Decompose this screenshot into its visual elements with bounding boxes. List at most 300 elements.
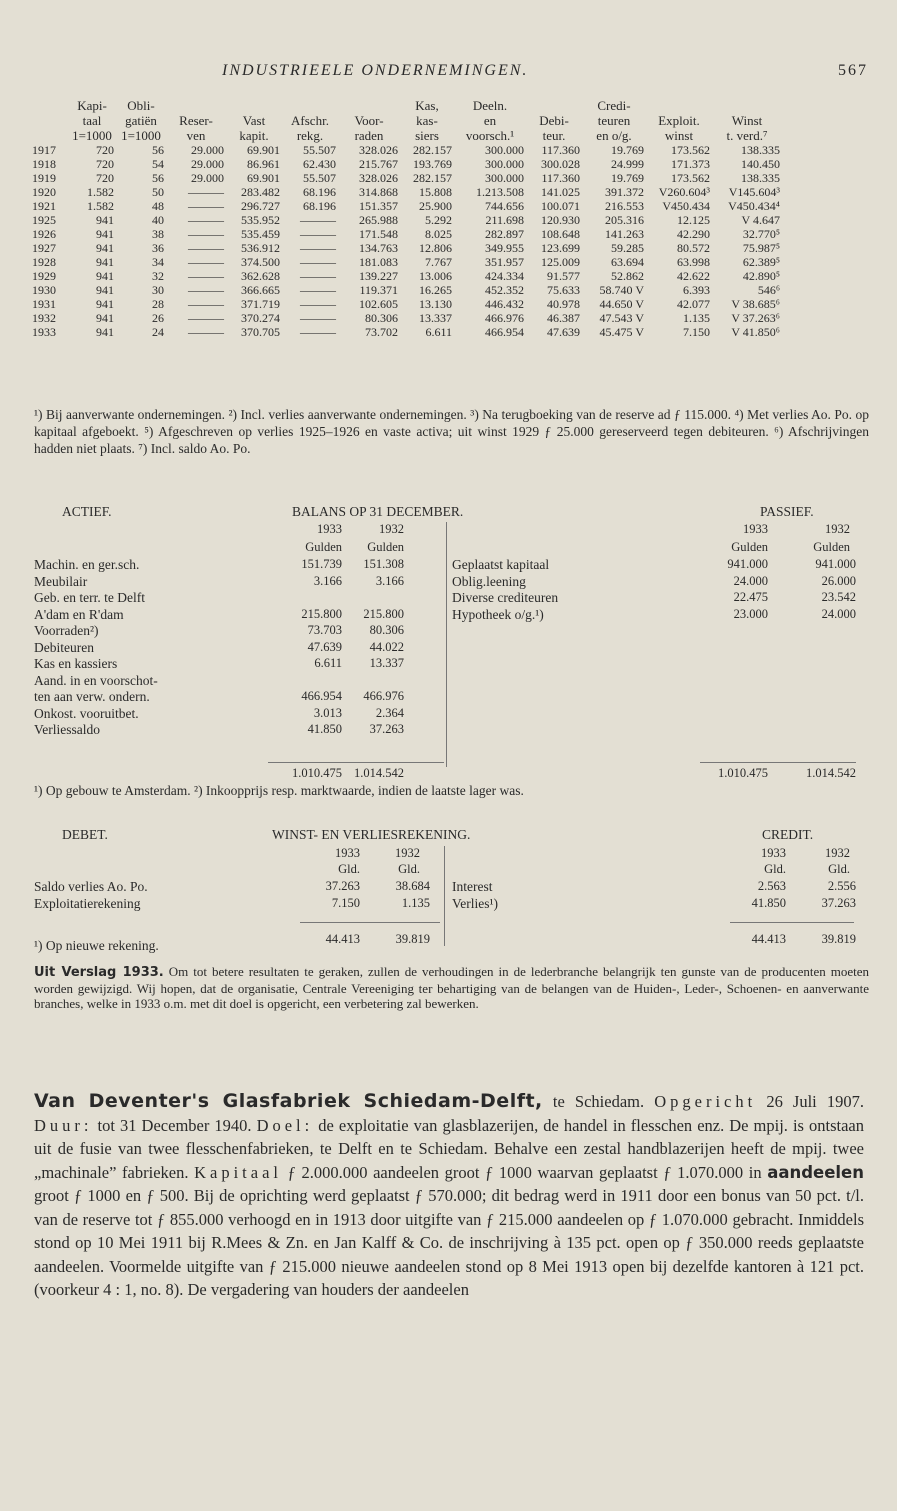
table-cell: 193.769 [413, 157, 452, 171]
bal-total-a1: 1.010.475 [292, 766, 342, 780]
company-text-rest: groot ƒ 1000 en ƒ 500. Bij de oprichting werd geplaatst ƒ 570.000; dit bedrag werd in 1911 door een bonus van 50 pct. t/l. van de reserve tot ƒ 855.000 verhoogd en in 1913 door uitgifte van ƒ 215.000 aandeelen op ƒ 1.070.000 gebracht. Inmiddels stond op 10 Mei 1911 bij R.Mees & Zn. en Jan Kalff & Co. de inschrijving à 135 pct. open op ƒ 350.000 reeds geplaatste aandeelen. Voormelde uitgifte van ƒ 215.000 nieuwe aandeelen stond op 8 Mei 1913 open bij dezelfde kantoren à 121 pct. (voorkeur 4 : 1, no. 8). De vergadering van houders der aandeelen [34, 1186, 864, 1299]
bal-total-p1: 1.010.475 [718, 766, 768, 780]
table-cell: 125.009 [541, 255, 580, 269]
table-cell: 62.389⁵ [742, 255, 780, 269]
table-cell: 328.026 [359, 171, 398, 185]
table-row [30, 171, 782, 185]
ledger-value: 37.263 [369, 722, 404, 736]
table-header-cell [712, 98, 782, 113]
table-cell: 535.952 [241, 213, 280, 227]
bal-year2-p: 1932 [825, 522, 850, 536]
ledger-label: Geb. en terr. te Delft [34, 590, 145, 605]
table-header-cell: teur. [542, 128, 566, 143]
table-cell: 48 [152, 199, 164, 213]
table-cell: ——— [188, 269, 224, 283]
ledger-value: 466.954 [301, 689, 342, 703]
table-header-cell [166, 98, 226, 113]
table-cell: 535.459 [241, 227, 280, 241]
table-cell: 1917 [32, 143, 56, 157]
table-cell: 205.316 [605, 213, 644, 227]
table-header-cell: siers [415, 128, 439, 143]
wv-year1-d: 1933 [335, 846, 360, 860]
ledger-value: 73.703 [307, 623, 342, 637]
table-header-cell: Vast [242, 113, 266, 128]
wv-total-c2: 39.819 [821, 932, 856, 946]
table-cell: 215.767 [359, 157, 398, 171]
ledger-value: 1.135 [401, 895, 430, 910]
table-cell: 138.335 [741, 143, 780, 157]
company-location: te Schiedam. [552, 1092, 645, 1111]
table-cell: 16.265 [419, 283, 452, 297]
table-cell: 73.702 [365, 325, 398, 339]
table-cell: ——— [300, 325, 336, 339]
table-cell: 941 [96, 241, 114, 255]
table-cell: 1929 [32, 269, 56, 283]
table-cell: 282.157 [413, 171, 452, 185]
wv-total-d2: 39.819 [395, 932, 430, 946]
doel-label: Doel: [256, 1115, 314, 1135]
table-row [30, 157, 782, 171]
table-header-cell: Reser- [179, 113, 213, 128]
table-cell: 36 [152, 241, 164, 255]
table-cell: 366.665 [241, 283, 280, 297]
ledger-value: 941.000 [727, 557, 768, 571]
ledger-value: 44.022 [369, 639, 404, 654]
table-cell: ——— [300, 213, 336, 227]
bal-year1-p: 1933 [743, 522, 768, 536]
table-row [30, 325, 782, 339]
wv-year2-d: 1932 [395, 846, 420, 860]
wv-total-c1: 44.413 [751, 932, 786, 946]
ledger-label: Hypotheek o/g.¹) [452, 606, 544, 622]
company-section [34, 1090, 864, 1302]
table-header-cell: Exploit. [658, 113, 700, 128]
table-footnotes: ¹) Bij aanverwante ondernemingen. ²) Incl. verlies aanverwante ondernemingen. ³) Na terugboeking van de reserve ad ƒ 115.000. ⁴) Met verlies Ao. Po. op kapitaal afgeboekt. ⁵) Afgeschreven op verlies 1925–1926 en vaste activa; uit winst 1929 ƒ 25.000 gereserveerd tegen debiteuren. ⁶) Afschrijvingen hadden niet plaats. ⁷) Incl. saldo Ao. Po. [34, 407, 869, 456]
table-row [30, 185, 782, 199]
ledger-label: Verliessaldo [34, 722, 100, 737]
table-header-cell: teuren [597, 113, 631, 128]
table-cell: 139.227 [359, 269, 398, 283]
bal-year2-a: 1932 [379, 522, 404, 536]
wv-unit1-d: Gld. [338, 862, 360, 876]
ledger-value: 24.000 [821, 606, 856, 621]
table-cell: 1921 [32, 199, 56, 213]
table-cell: 328.026 [359, 143, 398, 157]
table-cell: 47.639 [547, 325, 580, 339]
table-cell: 371.719 [241, 297, 280, 311]
ledger-label: Voorraden²) [34, 623, 99, 638]
table-cell: 24.999 [611, 157, 644, 171]
table-cell: 1.582 [87, 199, 114, 213]
table-cell: ——— [188, 297, 224, 311]
table-header-cell: 1=1000 [72, 128, 112, 143]
table-cell: 349.955 [485, 241, 524, 255]
table-cell: 1919 [32, 171, 56, 185]
verslag-text: Om tot betere resultaten te geraken, zullen de verhoudingen in de lederbranche belangrijk ten gunste van de producenten moeten worden gewijzigd. Wij hopen, dat de organisatie, Centrale Vereeniging ter behartiging van de belangen van de Huiden-, Leder-, Schoenen- en aanverwante branches, welke in 1933 o.m. met dit doel is opgericht, een verbetering zal bewerken. [34, 964, 870, 1011]
table-cell: 7.767 [425, 255, 452, 269]
table-row [30, 199, 782, 213]
table-row [30, 227, 782, 241]
table-header-cell: Obli- [127, 98, 155, 113]
table-cell: 117.360 [541, 171, 580, 185]
table-cell: 30 [152, 283, 164, 297]
table-cell: 6.393 [683, 283, 710, 297]
table-cell: 44.650 V [599, 297, 644, 311]
table-cell: ——— [188, 213, 224, 227]
table-cell: 12.125 [677, 213, 710, 227]
table-header-cell: voorsch.¹ [465, 128, 515, 143]
duur-label: Duur: [34, 1115, 93, 1135]
ledger-value: 466.976 [363, 689, 404, 703]
table-cell: 941 [96, 297, 114, 311]
table-row [30, 297, 782, 311]
opgericht-label: Opgericht [654, 1092, 757, 1111]
table-cell: 351.957 [485, 255, 524, 269]
table-cell: 40.978 [547, 297, 580, 311]
table-cell: 1918 [32, 157, 56, 171]
table-cell: 13.337 [419, 311, 452, 325]
opgericht-value: 26 Juli 1907. [766, 1092, 864, 1111]
ledger-label: Oblig.leening [452, 573, 526, 589]
wv-unit1-c: Gld. [764, 862, 786, 876]
table-cell: 720 [96, 157, 114, 171]
ledger-label: Kas en kassiers [34, 656, 118, 671]
ledger-value: 41.850 [751, 895, 786, 910]
table-cell: ——— [188, 283, 224, 297]
table-cell: ——— [188, 227, 224, 241]
table-cell: 42.890⁵ [742, 269, 780, 283]
table-header-cell: raden [354, 128, 384, 143]
table-cell: 391.372 [605, 185, 644, 199]
table-cell: V260.604³ [658, 185, 710, 199]
table-cell: 720 [96, 171, 114, 185]
table-cell: 50 [152, 185, 164, 199]
table-header-cell [30, 98, 68, 113]
table-row [30, 311, 782, 325]
financial-table [30, 98, 782, 339]
table-header-cell [646, 98, 712, 113]
ledger-value: 41.850 [307, 722, 342, 736]
table-header-cell: Kapi- [77, 98, 107, 113]
table-cell: 141.263 [605, 227, 644, 241]
table-cell: V450.434 [662, 199, 710, 213]
table-cell: 19.769 [611, 171, 644, 185]
table-cell: V450.434⁴ [728, 199, 780, 213]
table-cell: 54 [152, 157, 164, 171]
ledger-value: 3.013 [313, 705, 342, 720]
bal-year1-a: 1933 [317, 522, 342, 536]
table-cell: V 38.685⁶ [731, 297, 780, 311]
table-cell: ——— [300, 297, 336, 311]
table-row [30, 143, 782, 157]
table-cell: 300.000 [485, 157, 524, 171]
table-cell: 941 [96, 255, 114, 269]
table-cell: 282.157 [413, 143, 452, 157]
table-cell: 1928 [32, 255, 56, 269]
table-cell: 108.648 [541, 227, 580, 241]
table-cell: 91.577 [547, 269, 580, 283]
table-cell: 211.698 [485, 213, 524, 227]
table-cell: 300.000 [485, 171, 524, 185]
ledger-label: Interest [452, 879, 493, 894]
kapitaal-value: ƒ 2.000.000 aandeelen groot ƒ 1000 waarvan geplaatst ƒ 1.070.000 in [287, 1162, 762, 1182]
ledger-label: Saldo verlies Ao. Po. [34, 879, 148, 894]
table-cell: 52.862 [611, 269, 644, 283]
table-cell: 744.656 [485, 199, 524, 213]
table-cell: 8.025 [425, 227, 452, 241]
ledger-value: 37.263 [821, 895, 856, 910]
table-cell: 216.553 [605, 199, 644, 213]
ledger-value: 47.639 [307, 639, 342, 654]
table-cell: ——— [300, 311, 336, 325]
table-cell: 941 [96, 269, 114, 283]
ledger-value: 37.263 [325, 879, 360, 893]
table-cell: 138.335 [741, 171, 780, 185]
table-header-cell: Debi- [539, 113, 569, 128]
wv-unit2-c: Gld. [828, 862, 850, 876]
ledger-value: 2.364 [375, 705, 404, 720]
passief-label: PASSIEF. [760, 504, 814, 519]
table-header-cell [526, 98, 582, 113]
table-cell: 32.770⁵ [742, 227, 780, 241]
table-cell: 720 [96, 143, 114, 157]
actief-label: ACTIEF. [62, 504, 112, 519]
table-cell: 32 [152, 269, 164, 283]
table-cell: 1.135 [683, 311, 710, 325]
table-cell: V 4.647 [741, 213, 780, 227]
table-cell: ——— [188, 199, 224, 213]
wv-total-d1: 44.413 [325, 932, 360, 946]
table-cell: 80.572 [677, 241, 710, 255]
table-cell: 446.432 [485, 297, 524, 311]
table-row [30, 255, 782, 269]
verslag-lead: Uit Verslag 1933. [34, 965, 164, 980]
table-cell: 1933 [32, 325, 56, 339]
table-cell: 1925 [32, 213, 56, 227]
table-header-cell: Voor- [354, 113, 384, 128]
ledger-value: 3.166 [313, 573, 342, 588]
table-cell: 119.371 [359, 283, 398, 297]
table-row [30, 283, 782, 297]
kapitaal-label: Kapitaal [194, 1162, 282, 1182]
table-cell: 63.998 [677, 255, 710, 269]
ledger-value: 26.000 [821, 573, 856, 588]
bal-unit2-p: Gulden [813, 540, 850, 554]
table-header-cell: en [483, 113, 497, 128]
table-cell: 941 [96, 311, 114, 325]
table-cell: 546⁶ [757, 283, 780, 297]
table-cell: 151.357 [359, 199, 398, 213]
table-header-cell: Credi- [597, 98, 631, 113]
bal-unit1-p: Gulden [731, 540, 768, 554]
table-cell: 13.130 [419, 297, 452, 311]
ledger-value: 2.563 [757, 879, 786, 893]
table-header-row [30, 113, 782, 128]
ledger-value: 215.800 [363, 606, 404, 621]
table-cell: 1932 [32, 311, 56, 325]
ledger-label: ten aan verw. ondern. [34, 689, 150, 704]
ledger-value: 7.150 [331, 895, 360, 910]
table-cell: V 37.263⁶ [731, 311, 780, 325]
debet-label: DEBET. [62, 827, 108, 842]
wv-year2-c: 1932 [825, 846, 850, 860]
table-header-cell: gatiën [125, 113, 157, 128]
table-cell: 120.930 [541, 213, 580, 227]
table-cell: 283.482 [241, 185, 280, 199]
table-cell: 29.000 [191, 143, 224, 157]
ledger-value: 23.542 [821, 590, 856, 604]
table-cell: 362.628 [241, 269, 280, 283]
table-cell: V145.604³ [728, 185, 780, 199]
verslag-paragraph [34, 964, 869, 1012]
duur-value: tot 31 December 1940. [97, 1115, 252, 1135]
ledger-value: 38.684 [395, 879, 430, 893]
table-cell: 69.901 [247, 143, 280, 157]
table-header-cell: winst [664, 128, 694, 143]
table-cell: 941 [96, 227, 114, 241]
table-cell: 55.507 [303, 143, 336, 157]
table-cell: 19.769 [611, 143, 644, 157]
table-row [30, 269, 782, 283]
table-cell: 173.562 [671, 171, 710, 185]
ledger-value: 23.000 [733, 606, 768, 621]
table-cell: 7.150 [683, 325, 710, 339]
ledger-label: Onkost. vooruitbet. [34, 705, 139, 721]
ledger-value: 13.337 [369, 656, 404, 670]
wv-year1-c: 1933 [761, 846, 786, 860]
table-cell: 181.083 [359, 255, 398, 269]
table-cell: ——— [300, 241, 336, 255]
table-cell: 26 [152, 311, 164, 325]
page-number: 567 [838, 62, 868, 79]
ledger-label: Machin. en ger.sch. [34, 557, 140, 572]
table-cell: 40 [152, 213, 164, 227]
table-cell: 68.196 [303, 185, 336, 199]
ledger-value: 6.611 [314, 656, 342, 670]
ledger-value: 941.000 [815, 557, 856, 571]
table-cell: 46.387 [547, 311, 580, 325]
table-cell: V 41.850⁶ [731, 325, 780, 339]
table-cell: 58.740 V [599, 283, 644, 297]
table-cell: 941 [96, 213, 114, 227]
table-header-cell: Winst [731, 113, 763, 128]
table-cell: 62.430 [303, 157, 336, 171]
table-header-cell: en o/g. [596, 128, 632, 143]
table-cell: ——— [188, 325, 224, 339]
bal-unit2-a: Gulden [367, 540, 404, 554]
table-cell: 29.000 [191, 171, 224, 185]
wv-title: WINST- EN VERLIESREKENING. [272, 827, 471, 842]
bal-unit1-a: Gulden [305, 540, 342, 554]
table-header-row [30, 128, 782, 143]
table-header-cell: kapit. [239, 128, 269, 143]
ledger-label: Diverse crediteuren [452, 590, 559, 605]
doel-value: de exploitatie van glasblazerijen, de handel in flesschen enz. De mpij. is ontstaan uit de fusie van twee flesschenfabrieken, te Delft en te Schiedam. Behalve een zestal handblazerijen heeft de mpij. twee „machinale” fabrieken. [34, 1115, 864, 1182]
table-cell: 42.290 [677, 227, 710, 241]
table-header-cell [338, 98, 400, 113]
table-cell: 123.699 [541, 241, 580, 255]
table-cell: 56 [152, 143, 164, 157]
table-cell: 69.901 [247, 171, 280, 185]
table-cell: 100.071 [541, 199, 580, 213]
table-header-cell: 1=1000 [121, 128, 161, 143]
table-cell: 25.900 [419, 199, 452, 213]
table-header-cell [226, 98, 282, 113]
table-cell: 171.373 [671, 157, 710, 171]
table-cell: 5.292 [425, 213, 452, 227]
table-header-row [30, 98, 782, 113]
wv-unit2-d: Gld. [398, 862, 420, 876]
table-cell: ——— [300, 283, 336, 297]
table-cell: 13.006 [419, 269, 452, 283]
table-cell: ——— [300, 255, 336, 269]
table-cell: 86.961 [247, 157, 280, 171]
table-cell: 42.077 [677, 297, 710, 311]
table-cell: 300.000 [485, 143, 524, 157]
table-cell: 102.605 [359, 297, 398, 311]
table-header-cell: Deeln. [472, 98, 508, 113]
table-cell: 24 [152, 325, 164, 339]
table-header-cell: Afschr. [291, 113, 329, 128]
table-cell: 15.808 [419, 185, 452, 199]
table-cell: 55.507 [303, 171, 336, 185]
table-cell: ——— [188, 311, 224, 325]
table-cell: 1.582 [87, 185, 114, 199]
table-cell: 59.285 [611, 241, 644, 255]
table-cell: 38 [152, 227, 164, 241]
ledger-value: 3.166 [375, 573, 404, 588]
table-cell: 941 [96, 325, 114, 339]
company-name: Van Deventer's Glasfabriek Schiedam-Delft, [34, 1090, 543, 1112]
ledger-label: Verlies¹) [452, 895, 499, 911]
table-cell: 140.450 [741, 157, 780, 171]
table-cell: ——— [188, 241, 224, 255]
bal-total-p2: 1.014.542 [806, 766, 856, 780]
table-cell: 63.694 [611, 255, 644, 269]
table-header-cell: rekg. [296, 128, 324, 143]
ledger-value: 2.556 [827, 879, 856, 893]
table-cell: 47.543 V [599, 311, 644, 325]
table-cell: 141.025 [541, 185, 580, 199]
table-cell: ——— [188, 185, 224, 199]
table-cell: 1926 [32, 227, 56, 241]
table-header-cell: Kas, [415, 98, 439, 113]
table-cell: 34 [152, 255, 164, 269]
table-header-cell [30, 113, 68, 128]
ledger-value: 24.000 [733, 573, 768, 588]
ledger-label: Meubilair [34, 573, 88, 589]
table-cell: ——— [300, 269, 336, 283]
table-cell: 370.274 [241, 311, 280, 325]
table-cell: 941 [96, 283, 114, 297]
ledger-label: Geplaatst kapitaal [452, 557, 550, 572]
ledger-label: Exploitatierekening [34, 895, 141, 911]
table-cell: 1920 [32, 185, 56, 199]
running-title: INDUSTRIEELE ONDERNEMINGEN. [222, 62, 529, 79]
credit-label: CREDIT. [762, 827, 814, 842]
ledger-value: 151.308 [363, 557, 404, 571]
table-header-cell: kas- [416, 113, 438, 128]
table-cell: 45.475 V [599, 325, 644, 339]
table-cell: 29.000 [191, 157, 224, 171]
table-cell: 282.897 [485, 227, 524, 241]
table-cell: 1927 [32, 241, 56, 255]
table-cell: 75.987⁵ [742, 241, 780, 255]
table-cell: 536.912 [241, 241, 280, 255]
table-cell: 265.988 [359, 213, 398, 227]
table-cell: 56 [152, 171, 164, 185]
table-cell: 424.334 [485, 269, 524, 283]
